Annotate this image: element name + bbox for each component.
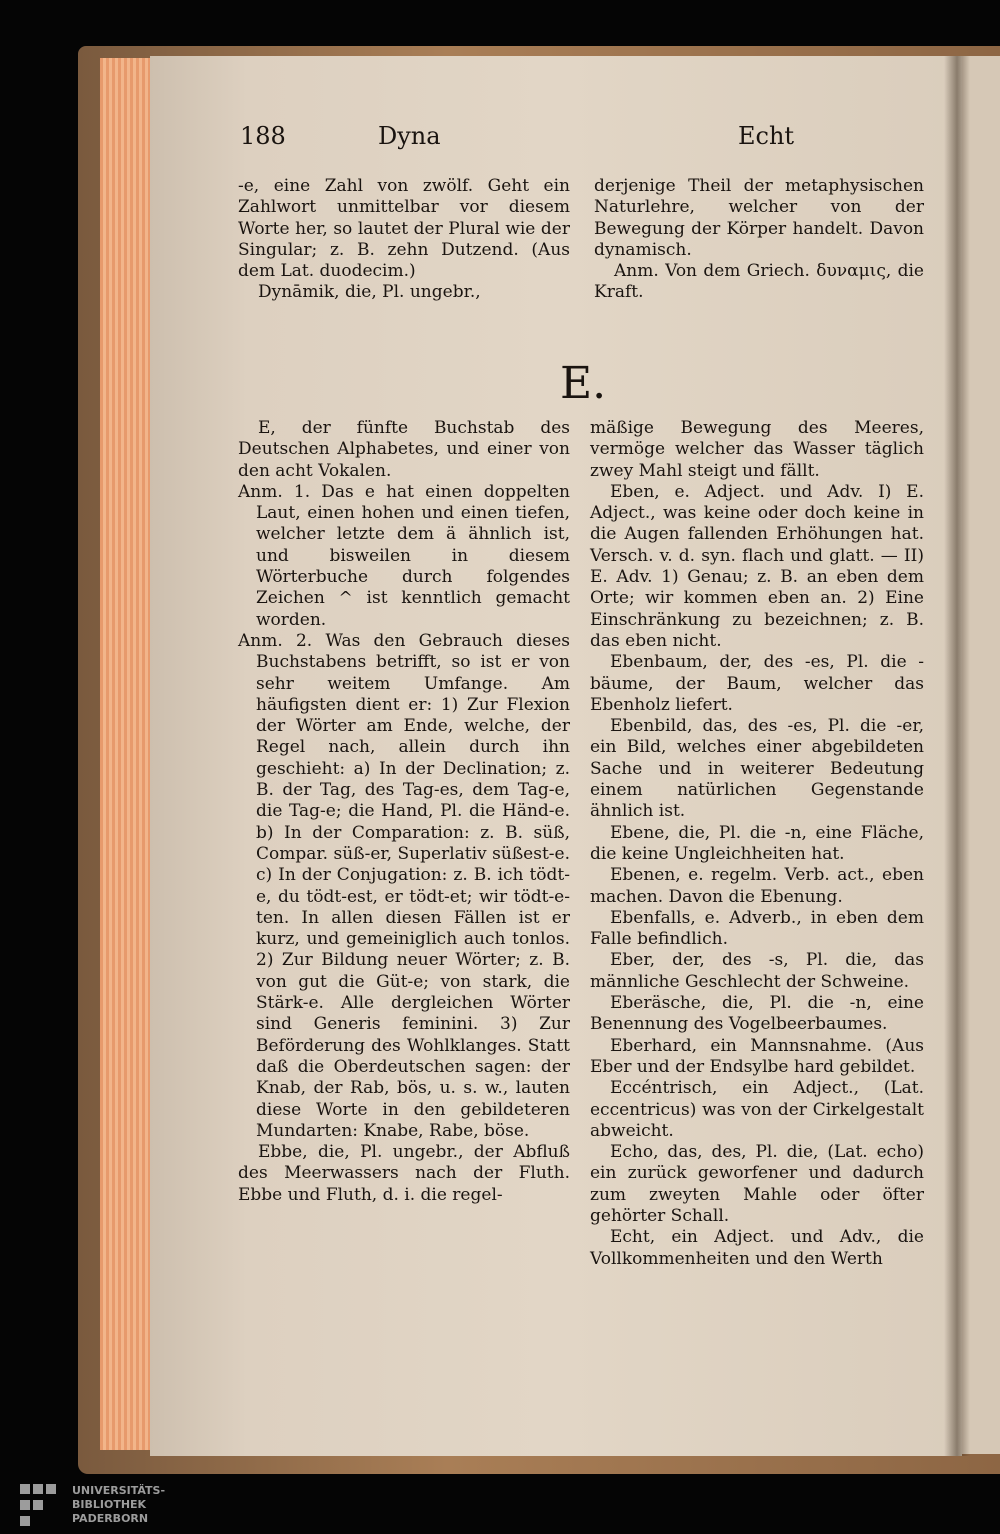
note-dynamik: Anm. Von dem Griech. δυναμις, die Kraft.: [594, 261, 924, 303]
column-top-left: [238, 176, 570, 304]
entry-echt: Echt, ein Adject. und Adv., die Vollkommenheiten und den Werth: [590, 1227, 924, 1269]
entry-eber: Eber, der, des -s, Pl. die, das männliche Geschlecht der Schweine.: [590, 950, 924, 992]
entry-ebenen: Ebenen, e. regelm. Verb. act., eben machen. Davon die Ebenung.: [590, 865, 924, 907]
running-head-right: Echt: [738, 122, 795, 150]
gutter-shadow: [944, 56, 970, 1456]
entry-echo: Echo, das, des, Pl. die, (Lat. echo) ein zurück geworfener und dadurch zum zweyten Mahle oder öfter gehörter Schall.: [590, 1142, 924, 1226]
library-name: [72, 1484, 165, 1526]
entry-eccentrisch: Eccéntrisch, ein Adject., (Lat. eccentricus) was von der Cirkelgestalt abweicht.: [590, 1078, 924, 1141]
column-top-right: [594, 176, 924, 304]
section-letter: E.: [560, 358, 607, 409]
entry-ebenbaum: Ebenbaum, der, des -es, Pl. die -bäume, der Baum, welcher das Ebenholz liefert.: [590, 652, 924, 715]
entry-dynamik: Dynāmik, die, Pl. ungebr.,: [258, 282, 481, 303]
entry-dynamik-continuation: derjenige Theil der metaphysischen Naturlehre, welcher von der Bewegung der Körper handelt. Davon dynamisch.: [594, 176, 924, 260]
library-name-line-1: UNIVERSITÄTS-: [72, 1484, 166, 1497]
library-logo-icon: [18, 1482, 58, 1528]
entry-ebbe: Ebbe, die, Pl. ungebr., der Abfluß des Meerwassers nach der Fluth. Ebbe und Fluth, d. i. die regel-: [238, 1142, 570, 1205]
entry-eben: Eben, e. Adject. und Adv. I) E. Adject., was keine oder doch keine in die Augen fallenden Erhöhungen hat. Versch. v. d. syn. flach und glatt. — II) E. Adv. 1) Genau; z. B. an eben dem Orte; wir kommen eben an. 2) Eine Einschränkung zu bezeichnen; z. B. das eben nicht.: [590, 481, 924, 651]
library-name-line-3: PADERBORN: [72, 1512, 149, 1525]
note-2: Anm. 2. Was den Gebrauch dieses Buchstabens betrifft, so ist er von sehr weitem Umfange. Am häufigsten dient er: 1) Zur Flexion der Wörter am Ende, welche, der Regel nach, allein durch ihn geschieht: a) In der Declination; z. B. der Tag, des Tag-es, dem Tag-e, die Tag-e; die Hand, Pl. die Händ-e. b) In der Comparation: z. B. süß, Compar. süß-er, Superlativ süßest-e. c) In der Conjugation: z. B. ich tödt-e, du tödt-est, er tödt-et; wir tödt-e-ten. In allen diesen Fällen ist er kurz, und gemeiniglich auch tonlos. 2) Zur Bildung neuer Wörter; z. B. von gut die Güt-e; von stark, die Stärk-e. Alle dergleichen Wörter sind Generis feminini. 3) Zur Beförderung des Wohlklanges. Statt daß die Oberdeutschen sagen: der Knab, der Rab, bös, u. s. w., lauten diese Worte in den gebildeteren Mundarten: Knabe, Rabe, böse.: [238, 630, 570, 1141]
entry-zwoelf-continuation: -e, eine Zahl von zwölf. Geht ein Zahlwort unmittelbar vor diesem Worte her, so lautet der Plural wie der Singular; z. B. zehn Dutzend. (Aus dem Lat. duodecim.): [238, 176, 570, 282]
column-bottom-left: [238, 418, 570, 1206]
entry-ebbe-continuation: mäßige Bewegung des Meeres, vermöge welcher das Wasser täglich zwey Mahl steigt und fällt.: [590, 418, 924, 481]
page-number: 188: [240, 122, 286, 150]
entry-ebenfalls: Ebenfalls, e. Adverb., in eben dem Falle befindlich.: [590, 907, 924, 950]
entry-e: E, der fünfte Buchstab des Deutschen Alphabetes, und einer von den acht Vokalen.: [238, 418, 570, 481]
entry-ebenbild: Ebenbild, das, des -es, Pl. die -er, ein Bild, welches einer abgebildeten Sache und in weiterer Bedeutung einem natürlichen Gegenstande ähnlich ist.: [590, 716, 924, 822]
column-bottom-right: [590, 418, 924, 1270]
running-head-left: Dyna: [378, 122, 441, 150]
note-1: Anm. 1. Das e hat einen doppelten Laut, einen hohen und einen tiefen, welcher letzte dem ä ähnlich ist, und bisweilen in diesem Wörterbuche durch folgendes Zeichen ^ ist kenntlich gemacht worden.: [238, 481, 570, 630]
entry-ebene: Ebene, die, Pl. die -n, eine Fläche, die keine Ungleichheiten hat.: [590, 822, 924, 864]
library-name-line-2: BIBLIOTHEK: [72, 1498, 147, 1511]
entry-eberaesche: Eberäsche, die, Pl. die -n, eine Benennung des Vogelbeerbaumes.: [590, 993, 924, 1035]
entry-eberhard: Eberhard, ein Mannsnahme. (Aus Eber und der Endsylbe hard gebildet.: [590, 1035, 924, 1077]
